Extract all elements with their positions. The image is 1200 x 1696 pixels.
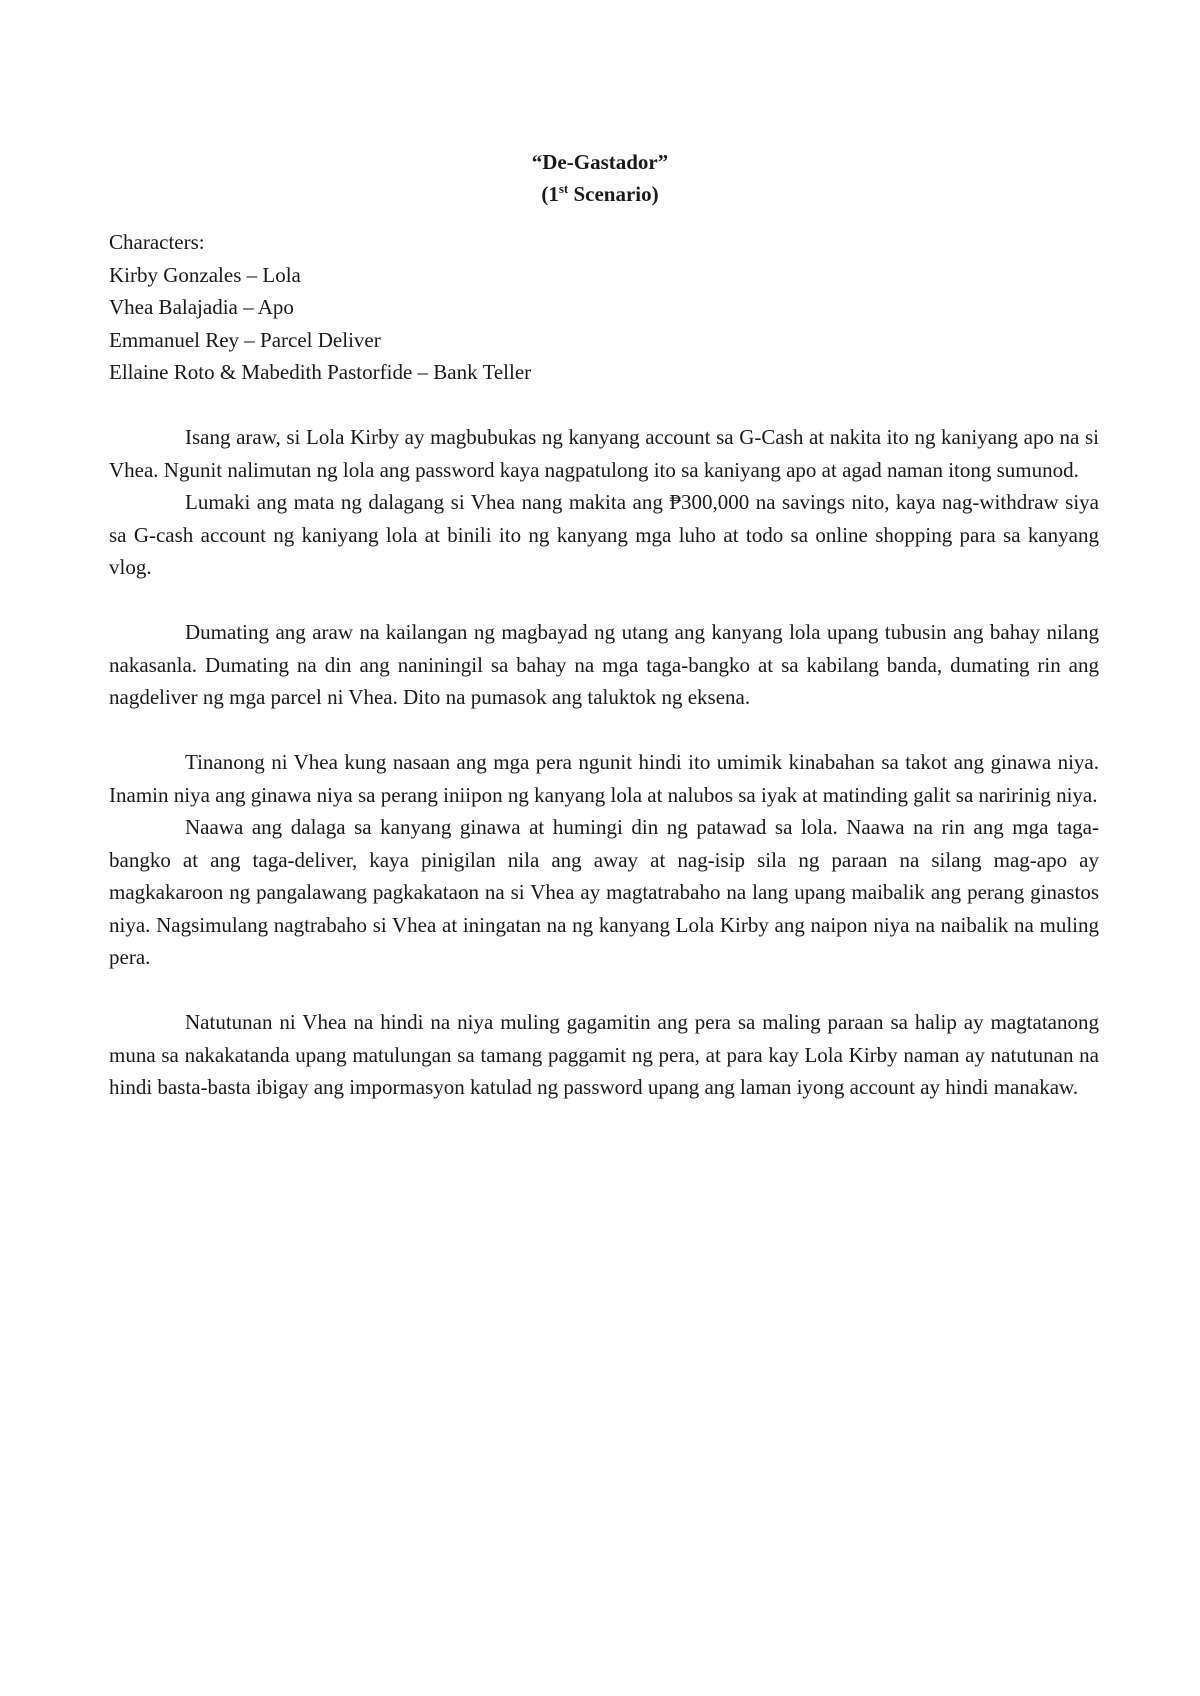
subtitle-superscript: st <box>558 181 569 196</box>
subtitle-prefix: (1 <box>541 182 559 206</box>
subtitle-suffix: Scenario) <box>568 182 659 206</box>
document-subtitle <box>0 178 1200 210</box>
characters-heading: Characters: <box>109 230 205 254</box>
paragraph: Isang araw, si Lola Kirby ay magbubukas ng kanyang account sa G-Cash at nakita ito ng kaniyang apo na si Vhea. Ngunit nalimutan ng lola ang password kaya nagpatulong ito sa kaniyang apo at agad naman itong sumunod. <box>109 425 1099 482</box>
paragraph: Dumating ang araw na kailangan ng magbayad ng utang ang kanyang lola upang tubusin ang bahay nilang nakasanla. Dumating na din ang naniningil sa bahay na mga taga-bangko at sa kabilang banda, dumating rin ang nagdeliver ng mga parcel ni Vhea. Dito na pumasok ang taluktok ng eksena. <box>109 620 1099 709</box>
paragraph: Lumaki ang mata ng dalagang si Vhea nang makita ang ₱300,000 na savings nito, kaya nag-withdraw siya sa G-cash account ng kaniyang lola at binili ito ng kanyang mga luho at todo sa online shopping para sa kanyang vlog. <box>109 490 1099 579</box>
character-entry: Vhea Balajadia – Apo <box>109 295 294 319</box>
document-body <box>109 226 1099 1104</box>
paragraph: Natutunan ni Vhea na hindi na niya muling gagamitin ang pera sa maling paraan sa halip ay magtatanong muna sa nakakatanda upang matulungan sa tamang paggamit ng pera, at para kay Lola Kirby naman ay natutunan na hindi basta-basta ibigay ang impormasyon katulad ng password upang ang laman iyong account ay hindi manakaw. <box>109 1010 1099 1099</box>
title-block <box>0 146 1200 210</box>
character-entry: Emmanuel Rey – Parcel Deliver <box>109 327 381 352</box>
paragraph-spacer <box>109 584 1099 617</box>
characters-list <box>109 226 1099 389</box>
paragraph: Naawa ang dalaga sa kanyang ginawa at humingi din ng patawad sa lola. Naawa na rin ang mga taga-bangko at ang taga-deliver, kaya pinigilan nila ang away at nag-isip sila ng paraan na silang mag-apo ay magkakaroon ng pangalawang pagkakataon na si Vhea ay magtatrabaho na lang upang maibalik ang perang ginastos niya. Nagsimulang nagtrabaho si Vhea at iningatan na ng kanyang Lola Kirby ang naipon niya na naibalik na muling pera. <box>109 815 1099 969</box>
character-entry: Ellaine Roto & Mabedith Pastorfide – Bank Teller <box>109 360 532 384</box>
paragraph: Tinanong ni Vhea kung nasaan ang mga pera ngunit hindi ito umimik kinabahan sa takot ang ginawa niya. Inamin niya ang ginawa niya sa perang iniipon ng kanyang lola at nalubos sa iyak at matinding galit sa naririnig niya. <box>109 750 1099 807</box>
paragraph-spacer <box>109 714 1099 747</box>
character-entry: Kirby Gonzales – Lola <box>109 262 301 287</box>
paragraph-spacer <box>109 974 1099 1007</box>
paragraph-spacer <box>109 389 1099 422</box>
document-title: “De-Gastador” <box>531 150 669 174</box>
